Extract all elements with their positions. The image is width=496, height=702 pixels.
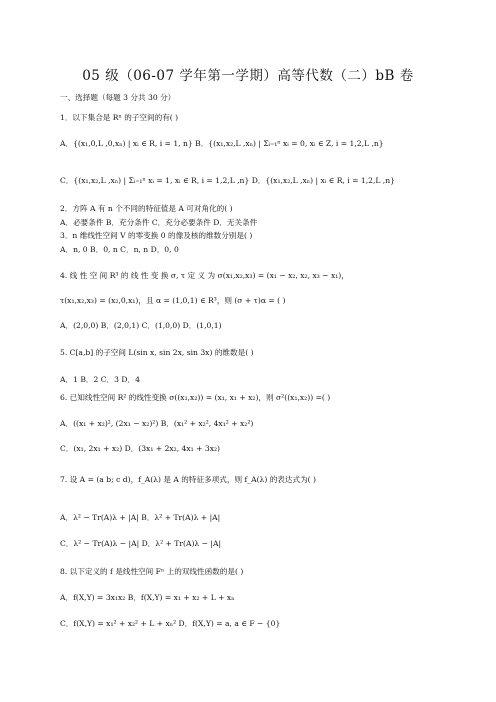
question-8-options-cd: C．f(X,Y) = x₁² + x₂² + L + xₙ² D．f(X,Y) = a, a ∈ F − {0} [60,619,281,628]
question-7-options-ab: A．λ² − Tr(A)λ + |A| B．λ² + Tr(A)λ + |A| [60,513,221,522]
question-7-options-cd: C．λ² − Tr(A)λ − |A| D．λ² + Tr(A)λ − |A| [60,539,222,548]
question-5-options: A．1 B．2 C．3 D．4 [60,375,140,384]
question-6-options-cd: C．(x₁, 2x₁ + x₂) D．(3x₁ + 2x₂, 4x₁ + 3x₂) [60,444,221,453]
question-1: 1．以下集合是 Rⁿ 的子空间的有( ) [60,113,179,122]
question-4-part-1: 4. 线 性 空 间 R³ 的 线 性 变 换 σ, τ 定 义 为 σ(x₁,x₂,x₃) = (x₁ − x₂, x₂, x₃ − x₁)， [60,271,349,280]
question-1-options-ab: A．{(x₁,0,L ,0,xₙ) | xᵢ ∈ R, i = 1, n} B．{(x₁,x₂,L ,xₙ) | Σᵢ₌₁ⁿ xᵢ = 0, xᵢ ∈ Z, i = 1,2,L ,n} [60,139,384,148]
question-2: 2．方阵 A 有 n 个不同的特征值是 A 可对角化的( ) [60,204,233,213]
question-1-options-cd: C．{(x₁,x₂,L ,xₙ) | Σᵢ₌₁ⁿ xᵢ = 1, xᵢ ∈ R, i = 1,2,L ,n} D．{(x₁,x₂,L ,xₙ) | xᵢ ∈ R, i = 1,2,L ,n} [60,176,395,185]
question-6-options-ab: A．((x₁ + x₂)², (2x₁ − x₂)²) B．(x₁² + x₂², 4x₁² + x₂²) [60,419,254,428]
question-6: 6. 已知线性空间 R² 的线性变换 σ((x₁,x₂)) = (x₁, x₁ + x₂)，则 σ²((x₁,x₂)) =( ) [60,393,331,402]
question-2-options: A．必要条件 B．充分条件 C．充分必要条件 D．无关条件 [60,218,258,227]
question-4-options: A．(2,0,0) B．(2,0,1) C．(1,0,0) D．(1,0,1) [60,321,222,330]
question-7: 7. 设 A = (a b; c d)，f_A(λ) 是 A 的特征多项式，则 f_A(λ) 的表达式为( ) [60,475,317,484]
question-8-options-ab: A．f(X,Y) = 3x₁x₂ B．f(X,Y) = x₁ + x₂ + L + xₙ [60,593,235,602]
question-8: 8. 以下定义的 f 是线性空间 Fⁿ 上的双线性函数的是( ) [60,567,244,576]
exam-title: 05 级（06-07 学年第一学期）高等代数（二）bB 卷 [82,68,414,84]
section-heading: 一、选择题（每题 3 分共 30 分） [60,93,176,102]
question-3: 3．n 维线性空间 V 的零变换 0 的像及核的维数分别是( ) [60,231,253,240]
question-3-options: A．n, 0 B．0, n C．n, n D．0, 0 [60,245,179,254]
question-4-part-2: τ(x₁,x₂,x₃) = (x₂,0,x₁)，且 α = (1,0,1) ∈ R³，则 (σ + τ)α = ( ) [60,296,286,305]
question-5: 5. C[a,b] 的子空间 L(sin x, sin 2x, sin 3x) 的维数是( ) [60,348,254,357]
